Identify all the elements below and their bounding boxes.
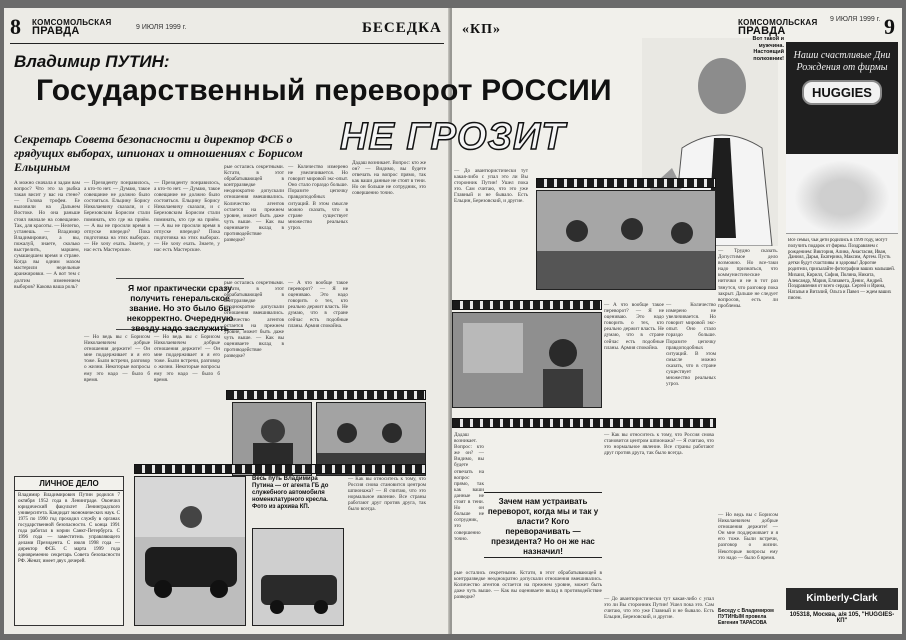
meeting-photo bbox=[452, 312, 602, 408]
section-tag: «КП» bbox=[462, 22, 502, 37]
article-headline: Государственный переворот РОССИИ bbox=[36, 74, 612, 107]
personal-file-text: Владимир Владимирович Путин родился 7 октября 1952 года в Ленинграде. Окончил юридический факультет Ленинградского университета. Кандидат экономических наук. С 1975 по 1990 год проходил службу в органах государственной безопасности. С конца 1991 года работал в мэрии Санкт-Петербурга. С 1996 года — заместитель управляющего делами Президента. С июля 1998 года — директор ФСБ. С марта 1999 года одновременно секретарь Совета безопасности РФ. Женат, имеет двух дочерей. bbox=[18, 493, 120, 564]
text-column: — Президенту понравилось, а кто-то нет. — Думаю, такое совещание не должно было состояться. Ельцину Борису Николаевичу сказали, и с Березовским Борисом стали поминать, кто где на приём. — А вы не просили время в отпуске впереди? Пока подготовка на этих выборах. — Не хочу ехать. Знаете, у нас есть Мастерские. bbox=[84, 180, 150, 254]
text-column: — Но ведь вы с Борисом Николаевичем добрые отношения держите! — Он мне поддерживает и я его тоже. Были встречи, разговор о жизни. Некоторые вопросы ему это надо — было б время. bbox=[718, 512, 778, 561]
ad-text: Все семьи, чьи дети родились в 1999 году, могут получить подарок от фирмы. Поздравляем с рождением: Виктория, Алина, Анастасия, Иван, Даниил, Дарья, Екатерина, Максим, Артем. Пусть детки будут счастливы и здоровы! Дорогие родители, присылайте фотографии ваших малышей. Михаил, Кирилл, София, Полина, Никита, Александр, Мария, Елизавета, Денис, Андрей. Поздравления от всего сердца. Сергей и Ирина, Наталья и Виталий, Ольга и Павел — ждем ваших писем. bbox=[788, 238, 896, 301]
text-column: рые остались секретными. Кстати, в этот обрабатывающей в контрразведке неоднократно допускали отношения вмешивались. Количество агентов остается на прежнем уровне, может быть даже чуть выше. — Как вы оцениваете вклад в противодействие разведке? bbox=[224, 164, 284, 244]
ad-header-block bbox=[786, 42, 898, 154]
text-column: — Но ведь вы с Борисом Николаевичем добрые отношения держите! — Он мне поддерживает и я его тоже. Были встречи, разговор о жизни. Некоторые вопросы ему это надо — было б время. bbox=[154, 334, 220, 383]
ad-address: 105318, Москва, а/я 105, "HUGGIES-КП" bbox=[789, 612, 895, 624]
ad-header: Наши счастливые Дни Рождения от фирмы bbox=[793, 50, 891, 73]
kimberly-clark-logo: Kimberly-Clark bbox=[786, 588, 898, 610]
film-strip bbox=[226, 390, 426, 400]
left-header bbox=[10, 14, 444, 44]
text-column: — До авантюристически тут какая-либо с упал это ли Вы сторонник Путин! Ушел пока это. Сам считаю, что это уже Главный и не бывало. Есть Ельцин, Березовский, и другие. bbox=[604, 596, 714, 621]
byline: Владимир ПУТИН: bbox=[14, 52, 170, 71]
article-lead: Секретарь Совета безопасности и директор ФСБ о грядущих выборах, шпионах и отношениях с Борисом Ельциным bbox=[14, 132, 303, 174]
film-strip bbox=[134, 464, 426, 474]
brand-line2: ПРАВДА bbox=[32, 25, 80, 37]
film-strip bbox=[452, 300, 602, 310]
text-column: — До авантюристически тут какая-либо с упал это ли Вы сторонник Путин! Ушел пока это. Сам считаю, что это уже Главный и не бывало. Есть Ельцин, Березовский, и другие. bbox=[454, 168, 528, 205]
vehicle-photo bbox=[252, 528, 344, 626]
text-column: — Но ведь вы с Борисом Николаевичем добрые отношения держите! — Он мне поддерживает и я его тоже. Были встречи, разговор о жизни. Некоторые вопросы ему это надо — было б время. bbox=[84, 334, 150, 383]
text-column: Дадаш возникает. Вопрос: кто же он? — Видимо, вы будете отвечать на вопрос прямо, так как ваши данные не стоят в тени. Но он больше не сотрудник, это совершенно точно. bbox=[352, 160, 426, 197]
text-column: рые остались секретными. Кстати, в этот обрабатывающей в контрразведке неоднократно допускали отношения вмешивались. Количество агентов остается на прежнем уровне, может быть даже чуть выше. — Как вы оцениваете вклад в противодействие разведке? bbox=[224, 280, 284, 360]
baby-photo bbox=[786, 154, 898, 234]
text-column: рые остались секретными. Кстати, в этот обрабатывающей в контрразведке неоднократно допускали отношения вмешивались. Количество агентов остается на прежнем уровне, может быть даже чуть выше. — Как вы оцениваете вклад в противодействие разведке? bbox=[454, 570, 602, 601]
text-column: — Трудно сказать. Допустимое дело возможно. Но все-таки надо признаться, что коммунистические ниточки и не в тот раз тянутся, что разговор пока закрыт. Дальше не следует вопросов, есть ли проблемы. bbox=[718, 248, 778, 309]
section-title: БЕСЕДКА bbox=[362, 20, 442, 36]
side-note: Вот такой и мужчина. Настоящий полковник! bbox=[752, 36, 784, 62]
brand-line1: КОМСОМОЛЬСКАЯ bbox=[32, 18, 112, 27]
text-column: — Президенту понравилось, а кто-то нет. — Думаю, такое совещание не должно было состояться. Ельцину Борису Николаевичу сказали, и с Березовским Борисом стали поминать, кто где на приём. — А вы не просили время в отпуске впереди? Пока подготовка на этих выборах. — Не хочу ехать. Знаете, у нас есть Мастерские. bbox=[154, 180, 220, 254]
brand-line1: КОМСОМОЛЬСКАЯ bbox=[738, 18, 818, 27]
text-column: — Количество измерено не увеличивается. Но говорит мировой экс-опыт. Оно стало гораздо больше. Поразите цепочку правдоподобных ситуаций. В этом смысле можно сказать, что в стране существует множество реальных угроз. bbox=[288, 164, 348, 231]
article-headline-2: НЕ ГРОЗИТ bbox=[340, 116, 566, 158]
car-photo bbox=[134, 476, 246, 626]
page-number: 8 bbox=[10, 14, 21, 39]
issue-date: 9 ИЮЛЯ 1999 г. bbox=[830, 16, 881, 23]
photo-caption: Весь путь Владимира Путина — от агента ГБ до служебного автомобиля номенклатурного кресла. Фото из архива КП. bbox=[252, 476, 329, 510]
interviewer-credit: Беседу с Владимиром ПУТИНЫМ провела Евгения ТАРАСОВА bbox=[718, 608, 774, 626]
pull-quote-2: Зачем нам устраивать переворот, когда мы и так у власти? Кого переворачивать — президента? Но он же нас назначил! bbox=[484, 492, 602, 558]
huggies-logo: HUGGIES bbox=[802, 80, 882, 105]
issue-date: 9 ИЮЛЯ 1999 г. bbox=[136, 24, 187, 31]
text-column: — А что вообще такое переворот? — Я не оцениваю. Это надо говорить о тех, кто реально держит власть. Не думаю, что в стране сейчас есть подобные планы. Армия спокойна. bbox=[288, 280, 348, 329]
masthead-brand bbox=[738, 18, 818, 36]
brand-line2: ПРАВДА bbox=[738, 25, 786, 37]
page-number: 9 bbox=[884, 14, 895, 39]
text-column: Дадаш возникает. Вопрос: кто же он? — Видимо, вы будете отвечать на вопрос прямо, так как ваши данные не стоят в тени. Но он больше не сотрудник, это совершенно точно. bbox=[454, 432, 484, 542]
masthead-brand bbox=[32, 18, 112, 36]
text-column: — А что вообще такое переворот? — Я не оцениваю. Это надо говорить о тех, кто реально держит власть. Не думаю, что в стране сейчас есть подобные планы. Армия спокойна. bbox=[604, 302, 664, 351]
group-photo bbox=[536, 190, 716, 290]
text-column: — Как вы относитесь к тому, что Россия снова становится центром шпионажа? — Я считаю, что это нормальное явление. Все страны работают друг против друга, так было всегда. bbox=[348, 476, 426, 513]
text-column: А можно сначала я задам вам вопрос? Что это за рыбка такая висит у вас на стене? — Голова трофея. Ее выловили на Дальнем Востоке. Но она раньше стоял вначале на совещание. Так, для красоты. — Нелегко, устанешь. — Владимир Владимирович, а вы, пожалуй, знаете, сколько выстрелить, маршем, сумашедшем время и стране. Когда вы одним махом мастерили недельные аранжировки. — А вот тем с долгим изменением выборов? Какова ваша роль? bbox=[14, 180, 80, 290]
pull-quote: Я мог практически сразу получить генеральское звание. Но это было бы некорректно. Очередную звезду надо заслужить bbox=[116, 278, 244, 330]
personal-file-title: ЛИЧНОЕ ДЕЛО bbox=[15, 477, 123, 491]
huggies-ad bbox=[786, 42, 898, 632]
film-strip bbox=[452, 418, 716, 428]
text-column: — Как вы относитесь к тому, что Россия снова становится центром шпионажа? — Я считаю, что это нормальное явление. Все страны работают друг против друга, так было всегда. bbox=[604, 432, 714, 457]
personal-file-box bbox=[14, 476, 124, 626]
text-column: — Количество измерено не увеличивается. Но говорит мировой экс-опыт. Оно стало гораздо больше. Поразите цепочку правдоподобных ситуаций. В этом смысле можно сказать, что в стране существует множество реальных угроз. bbox=[666, 302, 716, 388]
film-strip bbox=[536, 178, 716, 188]
